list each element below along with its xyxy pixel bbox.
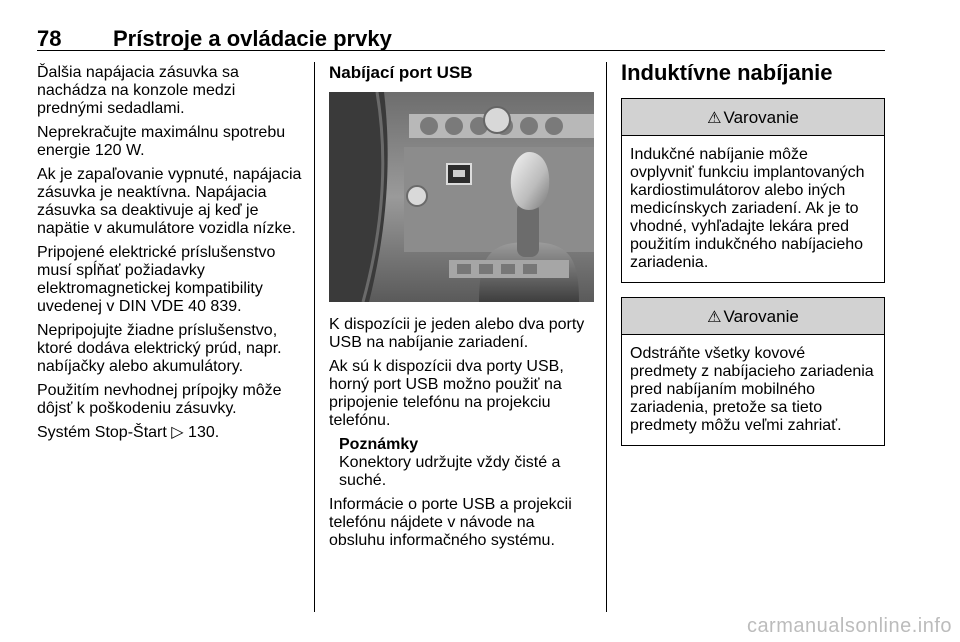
paragraph: K dispozícii je jeden alebo dva porty USB na nabíjanie zariadení. <box>329 316 585 351</box>
paragraph: Ak je zapaľovanie vypnuté, napájacia zásuvka je neaktívna. Napájacia zásuvka sa deaktivuje aj keď je napätie v akumulátore vozidla nízke. <box>37 166 302 237</box>
warning-box <box>621 297 885 446</box>
xref-page: 130. <box>188 424 220 441</box>
header-rule <box>37 50 885 51</box>
warning-title: Varovanie <box>723 307 799 326</box>
watermark: carmanualsonline.info <box>746 615 952 637</box>
section-heading: Nabíjací port USB <box>329 63 473 82</box>
column-1 <box>37 64 302 448</box>
warning-box <box>621 98 885 283</box>
xref-text: Systém Stop-Štart <box>37 424 167 441</box>
xref-arrow-icon: ▷ <box>171 424 184 441</box>
column-divider <box>606 62 607 612</box>
warning-header <box>622 298 884 335</box>
warning-header <box>622 99 884 136</box>
paragraph: Ak sú k dispozícii dva porty USB, horný port USB možno použiť na pripojenie telefónu na projekciu telefónu. <box>329 358 564 429</box>
warning-text: Odstráňte všetky kovové predmety z nabíjacieho zariadenia pred nabíjaním mobilného zariadenia, pretože sa tieto predmety môžu veľmi zahriať. <box>630 345 874 434</box>
warning-title: Varovanie <box>723 108 799 127</box>
page-header <box>37 26 885 50</box>
paragraph: Nepripojujte žiadne príslušenstvo, ktoré dodáva elektrický prúd, napr. nabíjačky alebo akumulátory. <box>37 322 282 375</box>
section-heading: Induktívne nabíjanie <box>621 60 833 85</box>
paragraph: Informácie o porte USB a projekcii telefónu nájdete v návode na obsluhu informačného systému. <box>329 496 572 549</box>
warning-triangle-icon: ⚠ <box>707 309 722 326</box>
page-number: 78 <box>37 26 62 51</box>
paragraph: Použitím nevhodnej prípojky môže dôjsť k poškodeniu zásuvky. <box>37 382 282 417</box>
usb-port-photo <box>329 92 594 302</box>
cross-reference[interactable] <box>37 424 302 442</box>
paragraph: Pripojené elektrické príslušenstvo musí spĺňať požiadavky elektromagnetickej kompatibility uvedenej v DIN VDE 40 839. <box>37 244 276 315</box>
warning-triangle-icon: ⚠ <box>707 110 722 127</box>
warning-text: Indukčné nabíjanie môže ovplyvniť funkciu implantovaných kardiostimulátorov alebo iných medicínskych zariadení. Ak je to vhodné, vyhľadajte lekára pred použitím indukčného nabíjacieho zariadenia. <box>630 146 865 271</box>
column-2 <box>329 64 594 556</box>
note-block <box>339 436 594 490</box>
paragraph: Ďalšia napájacia zásuvka sa nachádza na konzole medzi prednými sedadlami. <box>37 64 239 117</box>
column-divider <box>314 62 315 612</box>
paragraph: Neprekračujte maximálnu spotrebu energie 120 W. <box>37 124 286 159</box>
note-text: Konektory udržujte vždy čisté a suché. <box>339 454 561 489</box>
note-title: Poznámky <box>339 436 419 453</box>
column-3 <box>621 60 885 460</box>
chapter-title: Prístroje a ovládacie prvky <box>113 26 392 51</box>
